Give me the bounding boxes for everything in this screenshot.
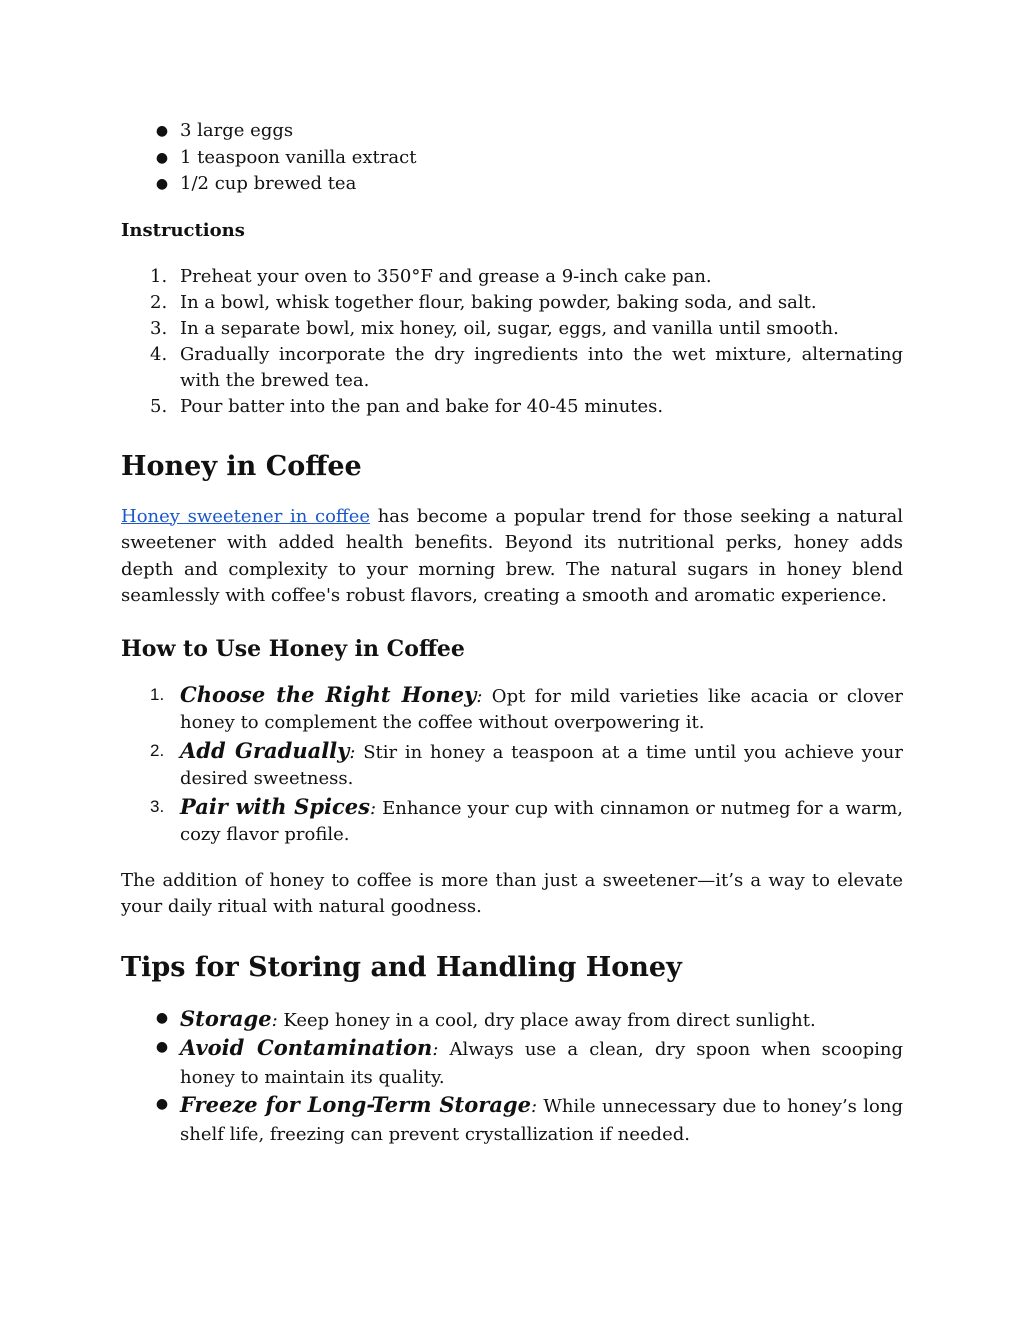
storage-tip: ● Avoid Contamination: Always use a clean, dry spoon when scooping honey to maintain its quality. bbox=[155, 1035, 904, 1088]
bullet-icon: ● bbox=[155, 123, 169, 139]
bullet-icon: ● bbox=[155, 1009, 169, 1026]
step-number: 2. bbox=[150, 291, 168, 313]
step-number: 3. bbox=[150, 796, 165, 816]
tip-term: Storage bbox=[180, 1005, 272, 1031]
instructions-list bbox=[121, 264, 903, 420]
ingredient-item: ● 1/2 cup brewed tea bbox=[121, 171, 903, 198]
instruction-step: 3. In a separate bowl, mix honey, oil, sugar, eggs, and vanilla until smooth. bbox=[121, 316, 903, 342]
instruction-step: 4. Gradually incorporate the dry ingredients into the wet mixture, alternating with the brewed tea. bbox=[150, 343, 903, 391]
bullet-icon: ● bbox=[155, 176, 169, 192]
step-term: Pair with Spices bbox=[180, 793, 370, 819]
tip-term: Freeze for Long-Term Storage bbox=[180, 1092, 531, 1117]
ingredient-item: ● 3 large eggs bbox=[121, 118, 903, 145]
coffee-step: 2. Add Gradually: Stir in honey a teaspoon at a time until you achieve your desired sweetness. bbox=[150, 737, 904, 789]
step-term: Choose the Right Honey bbox=[180, 681, 477, 707]
storage-heading: Tips for Storing and Handling Honey bbox=[121, 951, 682, 983]
coffee-step: 3. Pair with Spices: Enhance your cup with cinnamon or nutmeg for a warm, cozy flavor profile. bbox=[150, 793, 903, 845]
instruction-step: 1. Preheat your oven to 350°F and grease a 9-inch cake pan. bbox=[121, 264, 903, 290]
honey-in-coffee-heading: Honey in Coffee bbox=[121, 450, 362, 482]
tip-term: Avoid Contamination bbox=[180, 1035, 433, 1060]
ingredients-list bbox=[121, 118, 903, 198]
coffee-step: 1. Choose the Right Honey: Opt for mild varieties like acacia or clover honey to complement the coffee without overpowering it. bbox=[150, 681, 903, 733]
storage-tips-list bbox=[121, 1005, 903, 1149]
how-to-use-heading: How to Use Honey in Coffee bbox=[121, 635, 465, 662]
instruction-step: 5. Pour batter into the pan and bake for 40-45 minutes. bbox=[121, 394, 903, 420]
step-term: Add Gradually bbox=[180, 737, 350, 763]
coffee-intro-paragraph: Honey sweetener in coffee has become a popular trend for those seeking a natural sweetener with added health benefits. Beyond its nutritional perks, honey adds depth and complexity to your morning brew. The natural sugars in honey blend seamlessly with coffee's robust flavors, creating a smooth and aromatic experience. bbox=[121, 505, 903, 606]
step-number: 5. bbox=[150, 395, 168, 417]
bullet-icon: ● bbox=[155, 1039, 169, 1055]
bullet-icon: ● bbox=[155, 1096, 169, 1112]
bullet-icon: ● bbox=[155, 149, 169, 166]
document-page bbox=[121, 118, 903, 1148]
storage-tip: ● Storage: Keep honey in a cool, dry place away from direct sunlight. bbox=[155, 1005, 816, 1031]
storage-tip: ● Freeze for Long-Term Storage: While unnecessary due to honey’s long shelf life, freezing can prevent crystallization if needed. bbox=[155, 1092, 903, 1145]
step-number: 1. bbox=[150, 684, 165, 704]
step-number: 2. bbox=[150, 740, 165, 760]
coffee-steps-list bbox=[121, 682, 903, 848]
coffee-closing-paragraph: The addition of honey to coffee is more than just a sweetener—it’s a way to elevate your daily ritual with natural goodness. bbox=[121, 869, 903, 917]
ingredient-item: ● 1 teaspoon vanilla extract bbox=[121, 145, 903, 172]
step-number: 4. bbox=[150, 343, 168, 365]
honey-sweetener-link[interactable]: Honey sweetener in coffee bbox=[121, 505, 371, 527]
step-number: 1. bbox=[150, 265, 168, 287]
instructions-heading: Instructions bbox=[121, 219, 245, 241]
step-number: 3. bbox=[150, 317, 168, 339]
instruction-step: 2. In a bowl, whisk together flour, baking powder, baking soda, and salt. bbox=[121, 290, 903, 316]
